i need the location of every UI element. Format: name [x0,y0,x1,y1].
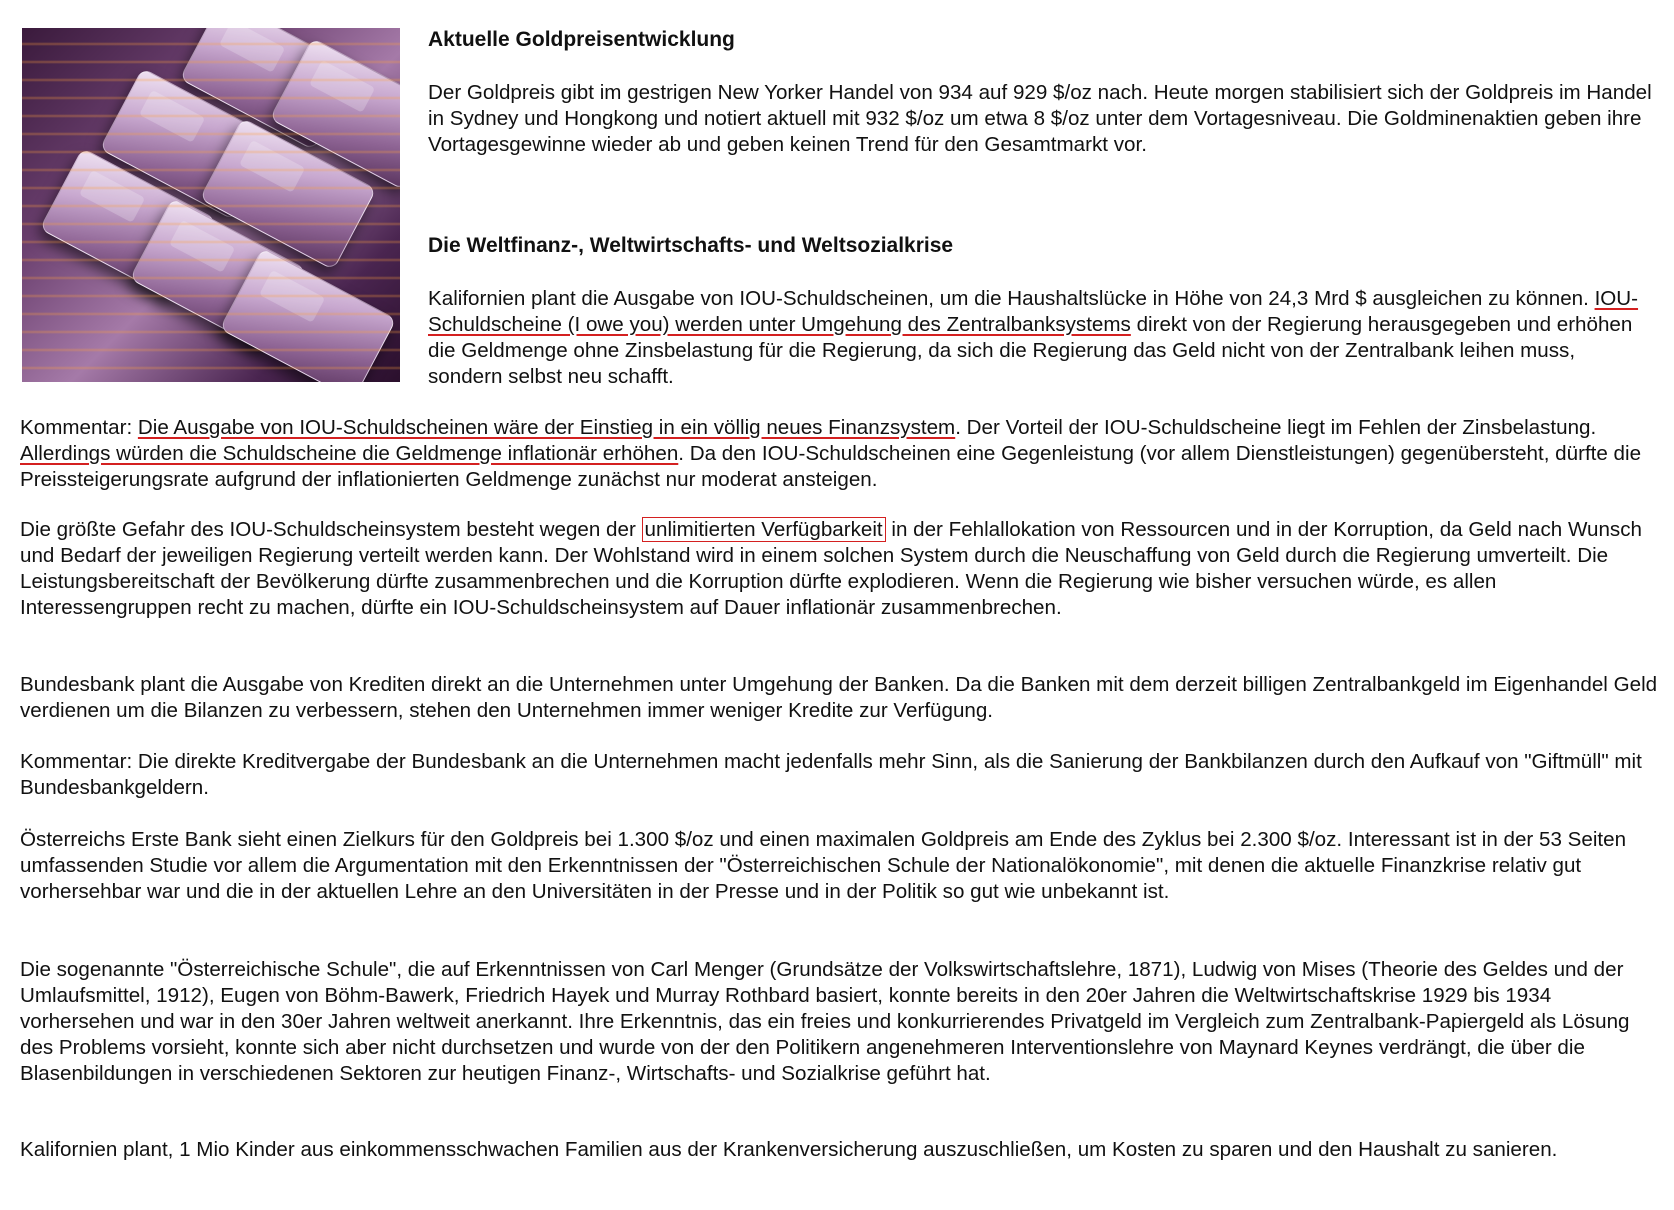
paragraph-comment-bundesbank: Kommentar: Die direkte Kreditvergabe der Bundesbank an die Unternehmen macht jedenfalls mehr Sinn, als die Sanierung der Bankbilanzen durch den Aufkauf von "Giftmüll" mit Bundesbankgeldern. [20,750,1642,799]
text-segment: . Da den IOU-Schuldscheinen eine Gegenleistung (vor allem Dienstleistungen) gegenübersteht, dürfte die Preissteigerungsrate aufgrund der inflationierten Geldmenge zunächst nur moderat ansteigen. [20,442,1642,491]
heading-gold-price: Aktuelle Goldpreisentwicklung [428,28,735,51]
paragraph-comment-iou [20,415,1660,493]
text-segment: Kalifornien plant die Ausgabe von IOU-Schuldscheinen, um die Haushaltslücke in Höhe von 24,3 Mrd $ ausgleichen zu können. [428,287,1595,310]
paragraph-erste-bank: Österreichs Erste Bank sieht einen Zielkurs für den Goldpreis bei 1.300 $/oz und einen maximalen Goldpreis am Ende des Zyklus bei 2.300 $/oz. Interessant ist in der 53 Seiten umfassenden Studie vor allem die Argumentation mit den Erkenntnissen der "Österreichischen Schule der Nationalökonomie", mit denen die aktuelle Finanzkrise relativ gut vorhersehbar war und die in der aktuellen Lehre an den Universitäten in der Presse und in der Politik so gut wie unbekannt ist. [20,828,1627,903]
heading-world-crisis: Die Weltfinanz-, Weltwirtschafts- und Weltsozialkrise [428,234,954,257]
text-segment: . Der Vorteil der IOU-Schuldscheine liegt im Fehlen der Zinsbelastung. [955,416,1597,439]
text-segment: in der Fehlallokation von Ressourcen und in der Korruption, da Geld nach Wunsch und Bedarf der jeweiligen Regierung verteilt werden kann. Der Wohlstand wird in einem solchen System durch die Neuschaffung von Geld durch die Regierung umverteilt. Die Leistungsbereitschaft der Bevölkerung dürfte zusammenbrechen und die Korruption dürfte explodieren. Wenn die Regierung wie bisher versuchen würde, es allen Interessengruppen recht zu machen, dürfte ein IOU-Schuldscheinsystem auf Dauer inflationär zusammenbrechen. [20,518,1642,619]
paragraph-gold-price: Der Goldpreis gibt im gestrigen New Yorker Handel von 934 auf 929 $/oz nach. Heute morgen stabilisiert sich der Goldpreis im Handel in Sydney und Hongkong und notiert aktuell mit 932 $/oz um etwa 8 $/oz unter dem Vortagesniveau. Die Goldminenaktien geben ihre Vortagesgewinne wieder ab und geben keinen Trend für den Gesamtmarkt vor. [428,81,1652,156]
underlined-text: Allerdings würden die Schuldscheine die Geldmenge inflationär erhöhen [20,442,679,465]
text-segment: direkt von der Regierung herausgegeben und erhöhen die Geldmenge ohne Zinsbelastung für die Regierung, da sich die Regierung das Geld nicht von der Zentralbank leihen muss, sondern selbst neu schafft. [428,313,1633,388]
paragraph-austrian-school: Die sogenannte "Österreichische Schule", die auf Erkenntnissen von Carl Menger (Grundsätze der Volkswirtschaftslehre, 1871), Ludwig von Mises (Theorie des Geldes und der Umlaufsmittel, 1912), Eugen von Böhm-Bawerk, Friedrich Hayek und Murray Rothbard basiert, konnte bereits in den 20er Jahren die Weltwirtschaftskrise 1929 bis 1934 vorhersehen und war in den 30er Jahren weltweit anerkannt. Ihre Erkenntnis, das ein freies und konkurrierendes Privatgeld im Vergleich zum Zentralbank-Papiergeld als Lösung des Problems vorsieht, konnte sich aber nicht durchsetzen und wurde von der den Politikern angenehmeren Interventionslehre von Maynard Keynes verdrängt, die über die Blasenbildungen in verschiedenen Sektoren zur heutigen Finanz-, Wirtschafts- und Sozialkrise geführt hat. [20,958,1630,1085]
paragraph-bundesbank: Bundesbank plant die Ausgabe von Krediten direkt an die Unternehmen unter Umgehung der Banken. Da die Banken mit dem derzeit billigen Zentralbankgeld im Eigenhandel Geld verdienen um die Bilanzen zu verbessern, stehen den Unternehmen immer weniger Kredite zur Verfügung. [20,673,1658,722]
boxed-text: unlimitierten Verfügbarkeit [642,517,886,542]
paragraph-california-iou [428,286,1653,390]
text-segment: Kommentar: [20,416,138,439]
paragraph-iou-danger [20,517,1660,621]
paragraph-california-health: Kalifornien plant, 1 Mio Kinder aus einkommensschwachen Familien aus der Krankenversicherung auszuschließen, um Kosten zu sparen und den Haushalt zu sanieren. [20,1138,1558,1161]
text-segment: Die größte Gefahr des IOU-Schuldscheinsystem besteht wegen der [20,518,642,541]
photo-stripe-overlay [22,28,400,382]
underlined-text: Die Ausgabe von IOU-Schuldscheinen wäre der Einstieg in ein völlig neues Finanzsystem [137,416,956,439]
gold-bars-photo [22,28,400,382]
underlined-text: IOU-Schuldscheine (I owe you) werden unter Umgehung des Zentralbanksystems [428,287,1639,336]
